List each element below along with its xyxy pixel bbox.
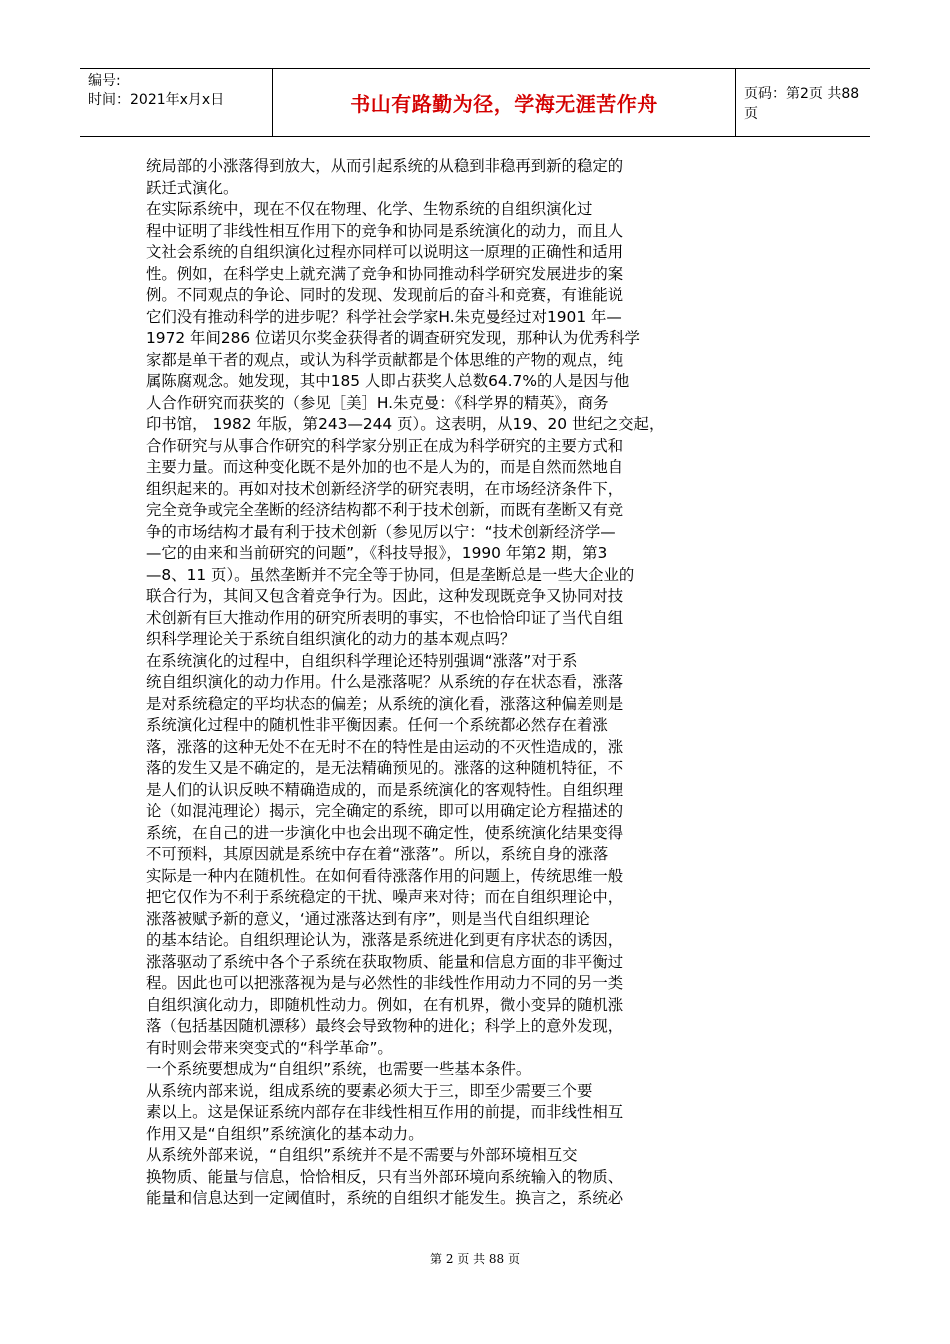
text-line: 把它仅作为不利于系统稳定的干扰、噪声来对待；而在自组织理论中， <box>146 888 624 906</box>
text-line: 例。不同观点的争论、同时的发现、发现前后的奋斗和竞赛，有谁能说 <box>146 286 624 304</box>
text-line: —它的由来和当前研究的问题”，《科技导报》，1990 年第2 期，第3 <box>146 544 608 562</box>
text-line: 一个系统要想成为“自组织”系统，也需要一些基本条件。 <box>146 1060 532 1078</box>
text-line: 统自组织演化的动力作用。什么是涨落呢？从系统的存在状态看，涨落 <box>146 673 624 691</box>
text-line: 程。因此也可以把涨落视为是与必然性的非线性作用动力不同的另一类 <box>146 974 624 992</box>
text-line: 家都是单干者的观点，或认为科学贡献都是个体思维的产物的观点，纯 <box>146 350 624 369</box>
text-line: 是人们的认识反映不精确造成的，而是系统演化的客观特性。自组织理 <box>146 780 624 799</box>
text-line: 涨落驱动了系统中各个子系统在获取物质、能量和信息方面的非平衡过 <box>146 952 624 971</box>
text-line: 作用又是“自组织”系统演化的基本动力。 <box>146 1124 424 1143</box>
text-line: 印书馆， 1982 年版，第243—244 页）。这表明，从19、20 世纪之交起， <box>146 415 665 433</box>
text-line: 从系统外部来说，“自组织”系统并不是不需要与外部环境相互交 <box>146 1146 578 1164</box>
text-line: 能量和信息达到一定阈值时，系统的自组织才能发生。换言之，系统必 <box>146 1189 624 1207</box>
text-line: 系统，在自己的进一步演化中也会出现不确定性，使系统演化结果变得 <box>146 823 624 842</box>
text-line: —8、11 页）。虽然垄断并不完全等于协同，但是垄断总是一些大企业的 <box>146 565 635 584</box>
text-line: 组织起来的。再如对技术创新经济学的研究表明，在市场经济条件下， <box>146 479 624 498</box>
text-line: 自组织演化动力，即随机性动力。例如，在有机界，微小变异的随机涨 <box>146 995 624 1014</box>
text-line: 属陈腐观念。她发现，其中185 人即占获奖人总数64.7%的人是因与他 <box>146 372 630 390</box>
text-line: 不可预料，其原因就是系统中存在着“涨落”。所以，系统自身的涨落 <box>146 845 609 863</box>
text-line: 系统演化过程中的随机性非平衡因素。任何一个系统都必然存在着涨 <box>146 716 608 734</box>
header-motto: 书山有路勤为径，学海无涯苦作舟 <box>350 92 658 116</box>
text-line: 论（如混沌理论）揭示，完全确定的系统，即可以用确定论方程描述的 <box>146 802 624 820</box>
text-line: 落（包括基因随机漂移）最终会导致物种的进化；科学上的意外发现， <box>146 1017 624 1035</box>
header-meta <box>80 69 273 136</box>
text-line: 涨落被赋予新的意义，‘通过涨落达到有序”，则是当代自组织理论 <box>146 909 590 928</box>
text-line: 的基本结论。自组织理论认为，涨落是系统进化到更有序状态的诱因， <box>146 931 624 949</box>
header-motto-cell <box>273 69 736 136</box>
text-line: 素以上。这是保证系统内部存在非线性相互作用的前提，而非线性相互 <box>146 1103 624 1121</box>
text-line: 是对系统稳定的平均状态的偏差；从系统的演化看，涨落这种偏差则是 <box>146 694 624 713</box>
text-line: 1972 年间286 位诺贝尔奖金获得者的调查研究发现，那种认为优秀科学 <box>146 329 640 347</box>
text-line: 程中证明了非线性相互作用下的竞争和协同是系统演化的动力，而且人 <box>146 221 624 240</box>
text-line: 争的市场结构才最有利于技术创新（参见厉以宁：“技术创新经济学— <box>146 522 616 541</box>
text-line: 织科学理论关于系统自组织演化的动力的基本观点吗？ <box>146 630 516 648</box>
text-line: 联合行为，其间又包含着竞争行为。因此，这种发现既竞争又协同对技 <box>146 587 624 605</box>
page-header <box>80 68 870 137</box>
text-line: 在实际系统中，现在不仅在物理、化学、生物系统的自组织演化过 <box>146 200 593 218</box>
text-line: 术创新有巨大推动作用的研究所表明的事实，不也恰恰印证了当代自组 <box>146 608 624 627</box>
text-line: 主要力量。而这种变化既不是外加的也不是人为的，而是自然而然地自 <box>146 458 624 476</box>
text-line: 在系统演化的过程中，自组织科学理论还特别强调“涨落”对于系 <box>146 651 578 670</box>
text-line: 实际是一种内在随机性。在如何看待涨落作用的问题上，传统思维一般 <box>146 866 624 885</box>
document-body <box>146 156 786 1210</box>
text-line: 从系统内部来说，组成系统的要素必须大于三，即至少需要三个要 <box>146 1081 593 1100</box>
header-page-cell <box>736 69 870 136</box>
text-line: 性。例如，在科学史上就充满了竞争和协同推动科学研究发展进步的案 <box>146 264 624 283</box>
header-page-info: 页码：第2页 共88页 <box>744 85 860 122</box>
page-footer: 第 2 页 共 88 页 <box>430 1252 520 1266</box>
text-line: 人合作研究而获奖的（参见［美］H.朱克曼：《科学界的精英》，商务 <box>146 393 609 412</box>
text-line: 完全竞争或完全垄断的经济结构都不利于技术创新，而既有垄断又有竞 <box>146 501 624 519</box>
text-line: 跃迁式演化。 <box>146 178 239 197</box>
text-line: 落的发生又是不确定的，是无法精确预见的。涨落的这种随机特征，不 <box>146 759 624 777</box>
serial-number-label: 编号: <box>88 73 121 89</box>
date-label: 时间：2021年x月x日 <box>88 92 225 108</box>
text-line: 文社会系统的自组织演化过程亦同样可以说明这一原理的正确性和适用 <box>146 243 624 261</box>
text-line: 统局部的小涨落得到放大，从而引起系统的从稳到非稳再到新的稳定的 <box>146 157 624 175</box>
text-line: 有时则会带来突变式的“科学革命”。 <box>146 1038 393 1057</box>
text-line: 合作研究与从事合作研究的科学家分别正在成为科学研究的主要方式和 <box>146 436 624 455</box>
text-line: 换物质、能量与信息，恰恰相反，只有当外部环境向系统输入的物质、 <box>146 1167 624 1186</box>
text-line: 落，涨落的这种无处不在无时不在的特性是由运动的不灭性造成的，涨 <box>146 737 624 756</box>
text-line: 它们没有推动科学的进步呢？科学社会学家H.朱克曼经过对1901 年— <box>146 307 622 326</box>
